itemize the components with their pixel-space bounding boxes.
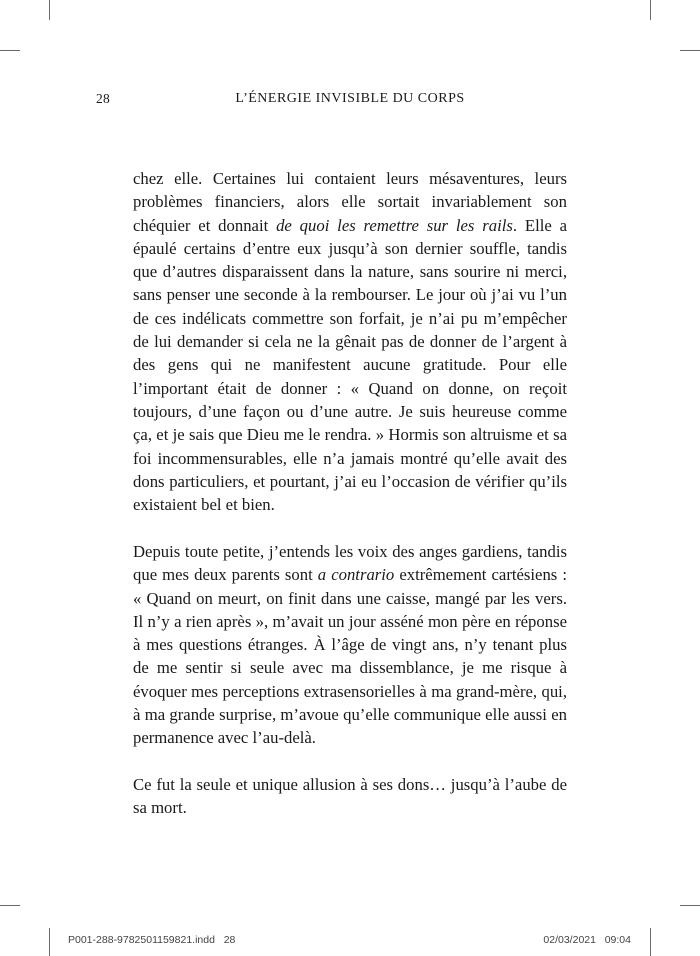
file-slug: P001-288-9782501159821.indd 28 — [68, 934, 236, 946]
paragraph-3: Ce fut la seule et unique allusion à ses dons… jusqu’à l’aube de sa mort. — [133, 775, 567, 818]
crop-mark-left-bottom — [0, 905, 20, 906]
crop-mark-right-bottom — [680, 905, 700, 906]
paragraph-2-text-start: Depuis toute petite, j’entends les voix des anges gardiens, tandis que mes deux parents sont — [133, 541, 567, 585]
paragraph-1-text-end: . Elle a épaulé certains d’entre eux jusqu’à son dernier souffle, tandis que d’autres disparaissent dans la nature, sans sourire ni merci, sans penser une seconde à la rembourser. Le jour où j’ai vu l’un de ces indélicats commettre son forfait, je n’ai pu m’empêcher de lui demander si cela ne la gênait pas de donner de l’argent à des gens qui ne manifestent aucune gratitude. Pour elle l’important était de donner : « Quand on donne, on reçoit toujours, d’une façon ou d’une autre. Je suis heureuse comme ça, et je sais que Dieu me le rendra. » Hormis son altruisme et sa foi incommensurables, elle n’a jamais montré qu’elle avait des dons particuliers, et pourtant, j’ai eu l’occasion de vérifier qu’ils existaient bel et bien. — [133, 215, 567, 515]
crop-mark-bottom-right — [650, 928, 651, 956]
paragraph-1-text-start: chez elle. Certaines lui contaient leurs mésaventures, leurs problèmes financiers, alors elle sortait invariablement son chéquier et donnait — [133, 169, 567, 235]
crop-mark-top-right — [650, 0, 651, 20]
paragraph-1-italic: de quoi les remettre sur les rails — [276, 215, 513, 235]
paragraph-1 — [133, 167, 567, 516]
crop-mark-top-left — [49, 0, 50, 20]
paragraph-2-text-end: extrêmement cartésiens : « Quand on meurt, on finit dans une caisse, mangé par les vers. Il n’y a rien après », m’avait un jour asséné mon père en réponse à mes questions étranges. À l’âge de vingt ans, n’y tenant plus de me sentir si seule avec ma dissemblance, je me risque à évoquer mes perceptions extrasensorielles à ma grand-mère, qui, à ma grande surprise, m’avoue qu’elle communique elle aussi en permanence avec l’au-delà. — [133, 565, 568, 748]
page-number: 28 — [96, 91, 110, 106]
crop-mark-left-top — [0, 50, 20, 51]
body-text — [133, 167, 567, 820]
paragraph-2-italic: a contrario — [317, 565, 395, 585]
crop-mark-right-top — [680, 50, 700, 51]
date-slug: 02/03/2021 09:04 — [543, 934, 631, 946]
paragraph-2 — [133, 540, 567, 750]
running-title: L’ÉNERGIE INVISIBLE DU CORPS — [235, 91, 465, 106]
crop-mark-bottom-left — [49, 928, 50, 956]
